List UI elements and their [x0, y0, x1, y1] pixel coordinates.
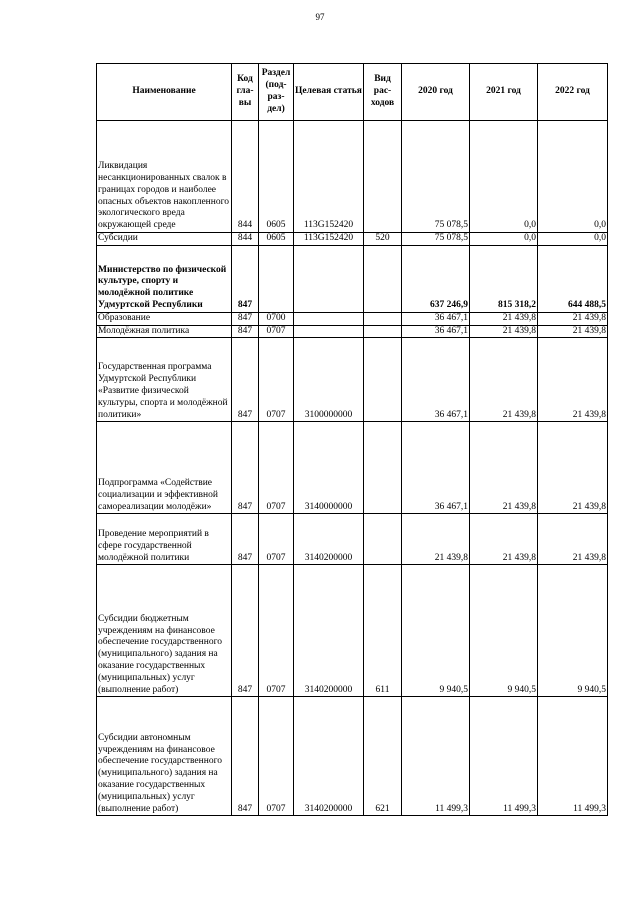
row-expense-type: 520 — [364, 233, 402, 246]
header-section: Раздел (под-раз-дел) — [259, 64, 294, 121]
row-target — [294, 245, 364, 312]
page-number: 97 — [315, 12, 325, 22]
row-name: Государственная программа Удмуртской Республики «Развитие физической культуры, спорта и молодёжной политики» — [97, 338, 232, 422]
row-2022: 644 488,5 — [538, 245, 608, 312]
row-name: Подпрограмма «Содействие социализации и эффективной самореализации молодёжи» — [97, 422, 232, 514]
row-expense-type — [364, 121, 402, 233]
table-row — [97, 312, 608, 325]
row-expense-type — [364, 514, 402, 565]
table-row — [97, 245, 608, 312]
row-code: 847 — [232, 312, 259, 325]
table-row — [97, 422, 608, 514]
row-expense-type — [364, 312, 402, 325]
row-expense-type: 621 — [364, 697, 402, 816]
row-section — [259, 245, 294, 312]
row-2020: 36 467,1 — [402, 422, 470, 514]
header-row — [97, 64, 608, 121]
row-2020: 21 439,8 — [402, 514, 470, 565]
row-target — [294, 325, 364, 338]
row-target — [294, 312, 364, 325]
row-2020: 36 467,1 — [402, 338, 470, 422]
row-2022: 11 499,3 — [538, 697, 608, 816]
row-section: 0700 — [259, 312, 294, 325]
row-target: 3140200000 — [294, 697, 364, 816]
row-code: 847 — [232, 514, 259, 565]
table-row — [97, 697, 608, 816]
table-row — [97, 514, 608, 565]
row-code: 847 — [232, 422, 259, 514]
row-code: 847 — [232, 338, 259, 422]
row-2022: 0,0 — [538, 121, 608, 233]
row-2021: 815 318,2 — [470, 245, 538, 312]
row-2021: 21 439,8 — [470, 514, 538, 565]
row-name: Ликвидация несанкционированных свалок в границах городов и наиболее опасных объектов накопленного экологического вреда окружающей среде — [97, 121, 232, 233]
row-2021: 0,0 — [470, 121, 538, 233]
row-2020: 9 940,5 — [402, 565, 470, 697]
row-section: 0707 — [259, 514, 294, 565]
header-expense-type: Вид рас-ходов — [364, 64, 402, 121]
row-name: Субсидии — [97, 233, 232, 246]
header-2021: 2021 год — [470, 64, 538, 121]
row-section: 0605 — [259, 233, 294, 246]
budget-table — [96, 63, 608, 816]
row-expense-type — [364, 245, 402, 312]
row-expense-type — [364, 325, 402, 338]
row-name: Министерство по физической культуре, спорту и молодёжной политике Удмуртской Республики — [97, 245, 232, 312]
row-name: Проведение мероприятий в сфере государственной молодёжной политики — [97, 514, 232, 565]
row-2021: 0,0 — [470, 233, 538, 246]
row-target: 3140200000 — [294, 514, 364, 565]
row-2022: 9 940,5 — [538, 565, 608, 697]
row-section: 0707 — [259, 422, 294, 514]
row-section: 0605 — [259, 121, 294, 233]
header-name: Наименование — [97, 64, 232, 121]
row-target: 3140200000 — [294, 565, 364, 697]
header-2022: 2022 год — [538, 64, 608, 121]
row-2022: 21 439,8 — [538, 325, 608, 338]
row-2021: 21 439,8 — [470, 338, 538, 422]
header-target: Целевая статья — [294, 64, 364, 121]
row-2020: 75 078,5 — [402, 233, 470, 246]
row-section: 0707 — [259, 338, 294, 422]
row-2021: 21 439,8 — [470, 422, 538, 514]
row-2020: 75 078,5 — [402, 121, 470, 233]
table-row — [97, 233, 608, 246]
row-2021: 11 499,3 — [470, 697, 538, 816]
header-code: Код гла-вы — [232, 64, 259, 121]
header-2020: 2020 год — [402, 64, 470, 121]
row-target: 113G152420 — [294, 233, 364, 246]
row-target: 3140000000 — [294, 422, 364, 514]
row-2022: 21 439,8 — [538, 514, 608, 565]
row-2020: 36 467,1 — [402, 312, 470, 325]
table-row — [97, 338, 608, 422]
row-section: 0707 — [259, 697, 294, 816]
row-2022: 21 439,8 — [538, 312, 608, 325]
row-2022: 21 439,8 — [538, 338, 608, 422]
row-expense-type — [364, 338, 402, 422]
table-row — [97, 121, 608, 233]
row-code: 844 — [232, 233, 259, 246]
row-code: 847 — [232, 325, 259, 338]
row-code: 847 — [232, 697, 259, 816]
row-expense-type — [364, 422, 402, 514]
row-name: Субсидии автономным учреждениям на финансовое обеспечение государственного (муниципального) задания на оказание государственных (муниципальных) услуг (выполнение работ) — [97, 697, 232, 816]
row-2021: 21 439,8 — [470, 312, 538, 325]
row-code: 847 — [232, 565, 259, 697]
row-target: 113G152420 — [294, 121, 364, 233]
row-name: Образование — [97, 312, 232, 325]
table-row — [97, 565, 608, 697]
row-name: Молодёжная политика — [97, 325, 232, 338]
row-expense-type: 611 — [364, 565, 402, 697]
row-2020: 637 246,9 — [402, 245, 470, 312]
row-2022: 0,0 — [538, 233, 608, 246]
row-2020: 11 499,3 — [402, 697, 470, 816]
row-target: 3100000000 — [294, 338, 364, 422]
row-code: 847 — [232, 245, 259, 312]
table-row — [97, 325, 608, 338]
row-section: 0707 — [259, 325, 294, 338]
row-2021: 21 439,8 — [470, 325, 538, 338]
row-2020: 36 467,1 — [402, 325, 470, 338]
row-2021: 9 940,5 — [470, 565, 538, 697]
row-code: 844 — [232, 121, 259, 233]
row-name: Субсидии бюджетным учреждениям на финансовое обеспечение государственного (муниципального) задания на оказание государственных (муниципальных) услуг (выполнение работ) — [97, 565, 232, 697]
row-section: 0707 — [259, 565, 294, 697]
row-2022: 21 439,8 — [538, 422, 608, 514]
